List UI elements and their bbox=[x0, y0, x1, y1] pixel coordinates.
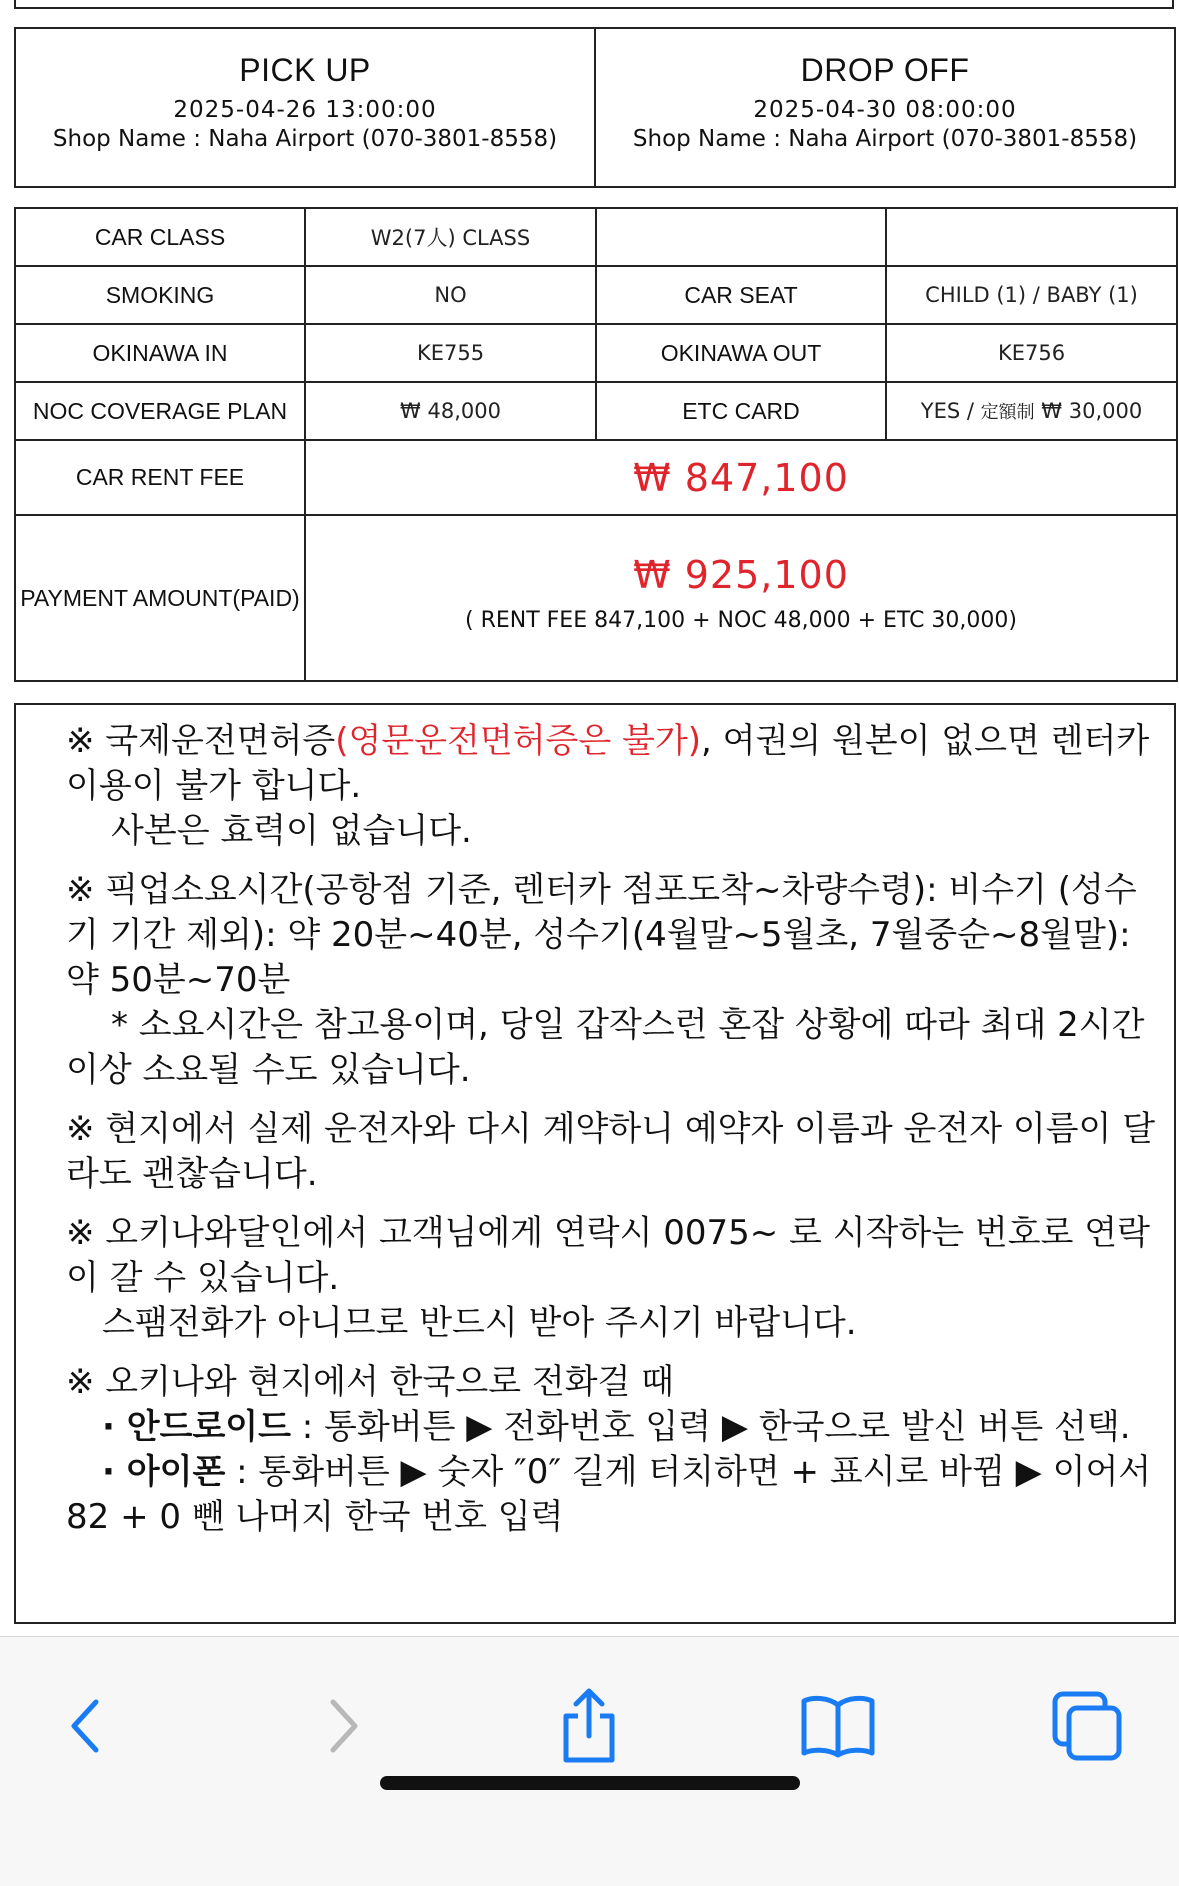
notice-text-part: , 여권의 원본이 없으면 렌터카 이용이 불가 합니다. bbox=[66, 721, 1150, 806]
table-row bbox=[15, 266, 1177, 324]
pickup-section bbox=[16, 29, 594, 186]
notice-text bbox=[66, 1405, 1156, 1450]
bookmarks-button[interactable] bbox=[793, 1681, 883, 1771]
empty-cell bbox=[596, 208, 886, 266]
notice-text-part: ※ 국제운전면허증 bbox=[66, 721, 336, 761]
notice-text bbox=[66, 1003, 1156, 1093]
okinawa-out-label: OKINAWA OUT bbox=[596, 324, 886, 382]
pickup-shop: Shop Name : Naha Airport (070-3801-8558) bbox=[52, 126, 558, 152]
notice-text bbox=[66, 719, 1156, 809]
rent-fee-value: ₩ 847,100 bbox=[633, 455, 849, 500]
car-seat-value: CHILD (1) / BABY (1) bbox=[886, 266, 1177, 324]
table-row bbox=[15, 324, 1177, 382]
okinawa-out-value: KE756 bbox=[886, 324, 1177, 382]
share-icon bbox=[554, 1686, 624, 1766]
tabs-icon bbox=[1049, 1688, 1125, 1764]
notice-text bbox=[66, 1450, 1156, 1540]
car-class-value: W2(7人) CLASS bbox=[305, 208, 596, 266]
dropoff-datetime: 2025-04-30 08:00:00 bbox=[753, 97, 1017, 123]
notice-calling-korea bbox=[66, 1360, 1156, 1540]
notice-text: 스팸전화가 아니므로 반드시 받아 주시기 바랍니다. bbox=[102, 1303, 857, 1343]
table-row bbox=[15, 440, 1177, 515]
android-label: · 안드로이드 bbox=[102, 1407, 291, 1447]
share-button[interactable] bbox=[544, 1681, 634, 1771]
noc-value: ₩ 48,000 bbox=[305, 382, 596, 440]
etc-prefix: YES / bbox=[920, 399, 981, 423]
home-indicator[interactable] bbox=[380, 1776, 800, 1790]
notice-warning: (영문운전면허증은 불가) bbox=[335, 721, 701, 761]
table-row bbox=[15, 208, 1177, 266]
pickup-datetime: 2025-04-26 13:00:00 bbox=[173, 97, 437, 123]
okinawa-in-value: KE755 bbox=[305, 324, 596, 382]
pickup-dropoff-box bbox=[14, 27, 1176, 188]
notice-license bbox=[66, 719, 1156, 854]
smoking-value: NO bbox=[305, 266, 596, 324]
forward-icon bbox=[323, 1696, 363, 1756]
notice-text: ※ 오키나와달인에서 고객님에게 연락시 0075~ 로 시작하는 번호로 연락이 갈 수 있습니다. bbox=[66, 1213, 1150, 1298]
etc-card-label: ETC CARD bbox=[596, 382, 886, 440]
notice-text: ※ 픽업소요시간(공항점 기준, 렌터카 점포도착~차량수령): 비수기 (성수기 기간 제외): 약 20분~40분, 성수기(4월말~5월초, 7월중순~8월말): 약 50분~70분 bbox=[66, 870, 1137, 1000]
empty-cell bbox=[886, 208, 1177, 266]
browser-toolbar bbox=[0, 1636, 1179, 1886]
okinawa-in-label: OKINAWA IN bbox=[15, 324, 305, 382]
previous-box-edge bbox=[14, 0, 1174, 9]
notice-text-part: : 통화버튼 ▶ 전화번호 입력 ▶ 한국으로 발신 버튼 선택. bbox=[290, 1407, 1131, 1447]
notice-pickup-time bbox=[66, 868, 1156, 1093]
back-button[interactable] bbox=[41, 1681, 131, 1771]
car-seat-label: CAR SEAT bbox=[596, 266, 886, 324]
notice-text-part: : 통화버튼 ▶ 숫자 ″0″ 길게 터치하면 + 표시로 바뀜 ▶ 이어서 82 + 0 뺀 나머지 한국 번호 입력 bbox=[66, 1452, 1152, 1537]
payment-value: ₩ 925,100 bbox=[633, 553, 849, 597]
iphone-label: · 아이폰 bbox=[102, 1452, 226, 1492]
etc-card-value bbox=[886, 382, 1177, 440]
table-row bbox=[15, 515, 1177, 681]
payment-breakdown: ( RENT FEE 847,100 + NOC 48,000 + ETC 30,000) bbox=[465, 608, 1017, 633]
forward-button[interactable] bbox=[298, 1681, 388, 1771]
rent-fee-cell bbox=[305, 440, 1177, 515]
dropoff-section bbox=[594, 29, 1174, 186]
back-icon bbox=[66, 1696, 106, 1756]
notice-driver-name bbox=[66, 1107, 1156, 1197]
car-class-label: CAR CLASS bbox=[15, 208, 305, 266]
reservation-info-table bbox=[14, 207, 1178, 682]
smoking-label: SMOKING bbox=[15, 266, 305, 324]
noc-label: NOC COVERAGE PLAN bbox=[15, 382, 305, 440]
bookmarks-icon bbox=[798, 1691, 878, 1761]
notice-text: ※ 오키나와 현지에서 한국으로 전화걸 때 bbox=[66, 1362, 675, 1402]
pickup-title: PICK UP bbox=[239, 52, 371, 88]
notice-phone-contact bbox=[66, 1211, 1156, 1346]
etc-amount: ₩ 30,000 bbox=[1034, 399, 1143, 423]
notice-text: 사본은 효력이 없습니다. bbox=[111, 811, 472, 851]
tabs-button[interactable] bbox=[1042, 1681, 1132, 1771]
dropoff-title: DROP OFF bbox=[800, 52, 970, 88]
dropoff-shop: Shop Name : Naha Airport (070-3801-8558) bbox=[632, 126, 1138, 152]
notice-text-part: * 소요시간은 참고용이며, 당일 갑작스런 혼잡 상황에 따라 최대 2시간 이상 소요될 수도 있습니다. bbox=[66, 1005, 1145, 1090]
table-row bbox=[15, 382, 1177, 440]
payment-label: PAYMENT AMOUNT(PAID) bbox=[15, 515, 305, 681]
etc-jp-label: 定額制 bbox=[980, 402, 1035, 423]
notice-box bbox=[14, 703, 1176, 1624]
payment-cell bbox=[305, 515, 1177, 681]
notice-text: ※ 현지에서 실제 운전자와 다시 계약하니 예약자 이름과 운전자 이름이 달라도 괜찮습니다. bbox=[66, 1109, 1156, 1194]
rent-fee-label: CAR RENT FEE bbox=[15, 440, 305, 515]
